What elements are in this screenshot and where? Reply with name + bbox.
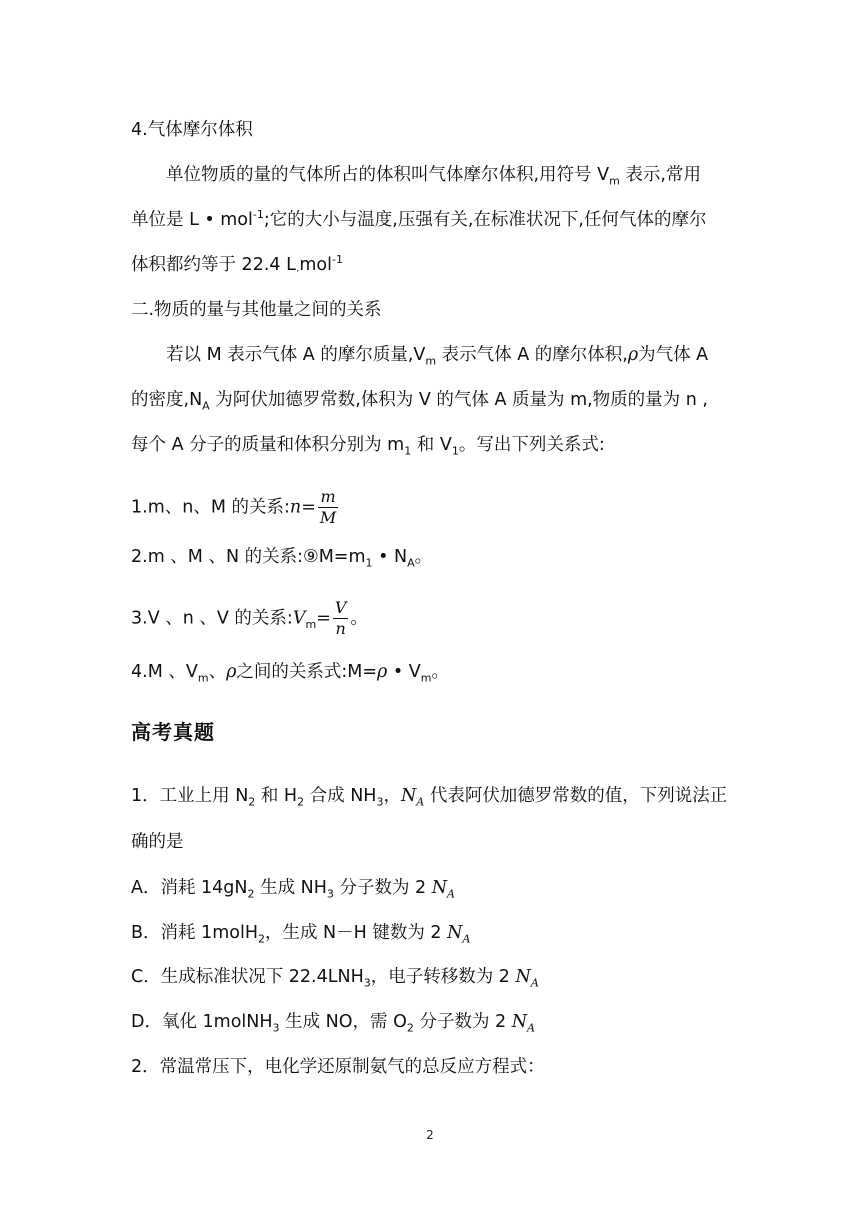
relation-3: 3.V 、n 、V 的关系$:V_m=$ $\frac{V}{n}$ 。 [131, 598, 368, 638]
page-number: 2 [426, 1128, 434, 1142]
paragraph-line: 单位是 L • mol$^{-1}$;它的大小与温度,压强有关,在标准状况下,任何气体的摩尔 [131, 208, 707, 230]
relation-2: 2.m 、M 、N 的关系$:⑨M=m_1$ • $N_A$。 [131, 547, 433, 570]
paragraph-line: 若以 M 表示气体 A 的摩尔质量$,V_m$ 表示气体 A 的摩尔体积,ρ为气体 A [166, 345, 709, 368]
option-c: C．生成标准状况下 $22.4LNH_3$，电子转移数为 2 $N_A$ [131, 967, 539, 990]
question-1-stem: 1．工业上用 $N_2$ 和 $H_2$ 合成 $NH_3$，$N_A$ 代表阿伏加德罗常数的值，下列说法正 [131, 786, 728, 809]
paragraph-line: 体积都约等于 22.4 $L_\cdot mol^{-1}$ [131, 253, 343, 278]
option-b: B．消耗 1molH$_2$，生成 N－H 键数为 2 $N_A$ [131, 923, 471, 946]
paragraph-line: 每个 A 分子的质量和体积分别为 $m_1$ 和 $V_1$。写出下列关系式: [131, 435, 605, 458]
relation-4: 4.M 、$V_m$、ρ之间的关系式:M=ρ • $V_m$。 [131, 662, 449, 685]
section-title-relations: 二.物质的量与其他量之间的关系 [131, 300, 382, 320]
option-a: A．消耗 $14gN_2$ 生成 $NH_3$ 分子数为 2 $N_A$ [131, 878, 455, 901]
fraction-m-over-M: $\frac{m}{M}$ [319, 487, 337, 527]
option-d: D．氧化 1molNH$_3$ 生成 NO，需 $O_2$ 分子数为 2 $N_A$ [131, 1012, 535, 1035]
paragraph-line: 单位物质的量的气体所占的体积叫气体摩尔体积,用符号 $V_m$ 表示,常用 [166, 165, 701, 188]
question-1-stem-cont: 确的是 [131, 832, 184, 852]
heading-gaokao: 高考真题 [131, 720, 215, 744]
section-title-molar-volume: 4.气体摩尔体积 [131, 120, 253, 140]
relation-1: 1.m、n、M 的关系:n= $\frac{m}{M}$ [131, 487, 337, 527]
fraction-V-over-n: $\frac{V}{n}$ [334, 598, 347, 638]
paragraph-line: 的密度$,N_A$ 为阿伏加德罗常数,体积为 V 的气体 A 质量为 m,物质的量为 n , [131, 390, 708, 413]
question-2-stem: 2．常温常压下，电化学还原制氨气的总反应方程式： [131, 1057, 545, 1077]
